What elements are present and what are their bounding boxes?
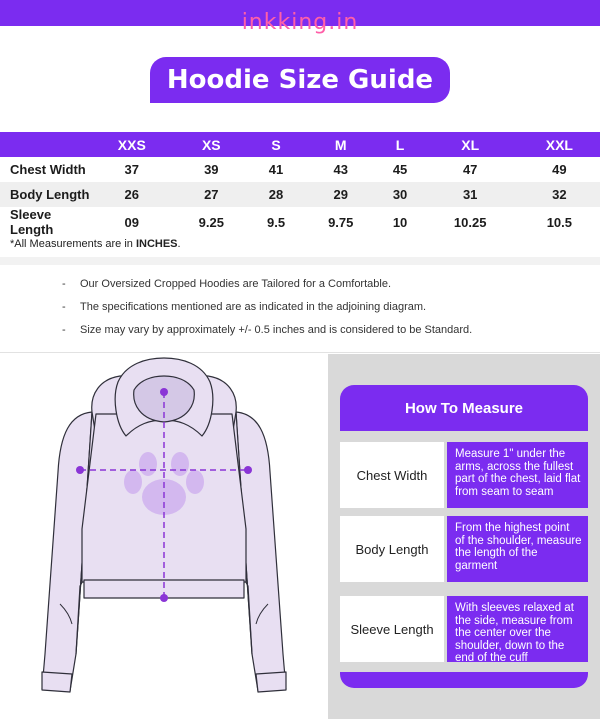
- measure-desc-sleeve-length: With sleeves relaxed at the side, measure from the center over the shoulder, down to the end of the cuff: [447, 596, 588, 662]
- table-cell: 9.25: [174, 207, 250, 237]
- hoodie-diagram: [0, 354, 328, 719]
- note-text: The specifications mentioned are as indicated in the adjoining diagram.: [80, 301, 427, 313]
- measure-label-body-length: Body Length: [340, 516, 444, 582]
- row-label: Chest Width: [0, 157, 90, 182]
- measurement-unit: INCHES: [135, 238, 178, 250]
- table-cell: 26: [90, 182, 174, 207]
- measure-label-chest-width: Chest Width: [340, 442, 444, 508]
- table-cell: 29: [303, 182, 379, 207]
- page-title: Hoodie Size Guide: [150, 57, 450, 103]
- table-cell: 28: [249, 182, 303, 207]
- measurement-note: [10, 238, 181, 250]
- table-cell: 10: [378, 207, 421, 237]
- table-cell: 09: [90, 207, 174, 237]
- measure-dot: [160, 388, 168, 396]
- table-cell: 41: [249, 157, 303, 182]
- size-header: L: [378, 132, 421, 157]
- table-cell: 30: [378, 182, 421, 207]
- table-row: [0, 182, 600, 207]
- table-cell: 49: [519, 157, 600, 182]
- size-header-empty: [0, 132, 90, 157]
- table-row: [0, 157, 600, 182]
- panel-bottom-bar: [340, 672, 588, 688]
- size-table: [0, 132, 600, 237]
- list-item: - Size may vary by approximately +/- 0.5 inches and is considered to be Standard.: [62, 324, 473, 336]
- measurement-note-suffix: .: [177, 238, 181, 250]
- table-cell: 31: [422, 182, 519, 207]
- note-text: Our Oversized Cropped Hoodies are Tailored for a Comfortable.: [80, 278, 392, 290]
- measure-dot: [244, 466, 252, 474]
- table-cell: 45: [378, 157, 421, 182]
- size-header: S: [249, 132, 303, 157]
- table-cell: 43: [303, 157, 379, 182]
- notes-list: [62, 277, 472, 346]
- row-label: Body Length: [0, 182, 90, 207]
- size-header: XL: [422, 132, 519, 157]
- table-cell: 9.75: [303, 207, 379, 237]
- table-cell: 9.5: [249, 207, 303, 237]
- size-header: M: [303, 132, 379, 157]
- table-cell: 47: [422, 157, 519, 182]
- size-header: XS: [174, 132, 250, 157]
- left-cuff: [42, 672, 72, 692]
- row-label: Sleeve Length: [0, 207, 90, 237]
- table-cell: 10.25: [422, 207, 519, 237]
- list-item: - The specifications mentioned are as indicated in the adjoining diagram.: [62, 301, 427, 313]
- right-cuff: [256, 672, 286, 692]
- size-header-row: [0, 132, 600, 157]
- measurement-note-prefix: *All Measurements are in: [10, 238, 136, 250]
- list-item: - Our Oversized Cropped Hoodies are Tailored for a Comfortable.: [62, 278, 392, 290]
- table-cell: 39: [174, 157, 250, 182]
- table-cell: 27: [174, 182, 250, 207]
- table-cell: 32: [519, 182, 600, 207]
- note-text: Size may vary by approximately +/- 0.5 inches and is considered to be Standard.: [80, 324, 473, 336]
- measure-desc-chest-width: Measure 1" under the arms, across the fullest part of the chest, laid flat from seam to seam: [447, 442, 588, 508]
- measure-label-sleeve-length: Sleeve Length: [340, 596, 444, 662]
- size-header: XXS: [90, 132, 174, 157]
- how-to-measure-title: How To Measure: [340, 385, 588, 431]
- size-header: XXL: [519, 132, 600, 157]
- brand-logo: inkking.in: [241, 10, 359, 35]
- table-cell: 37: [90, 157, 174, 182]
- table-cell: 10.5: [519, 207, 600, 237]
- measure-dot: [76, 466, 84, 474]
- section-band: [0, 257, 600, 265]
- measure-dot: [160, 594, 168, 602]
- measure-desc-body-length: From the highest point of the shoulder, measure the length of the garment: [447, 516, 588, 582]
- table-row: [0, 207, 600, 237]
- divider: [0, 352, 600, 353]
